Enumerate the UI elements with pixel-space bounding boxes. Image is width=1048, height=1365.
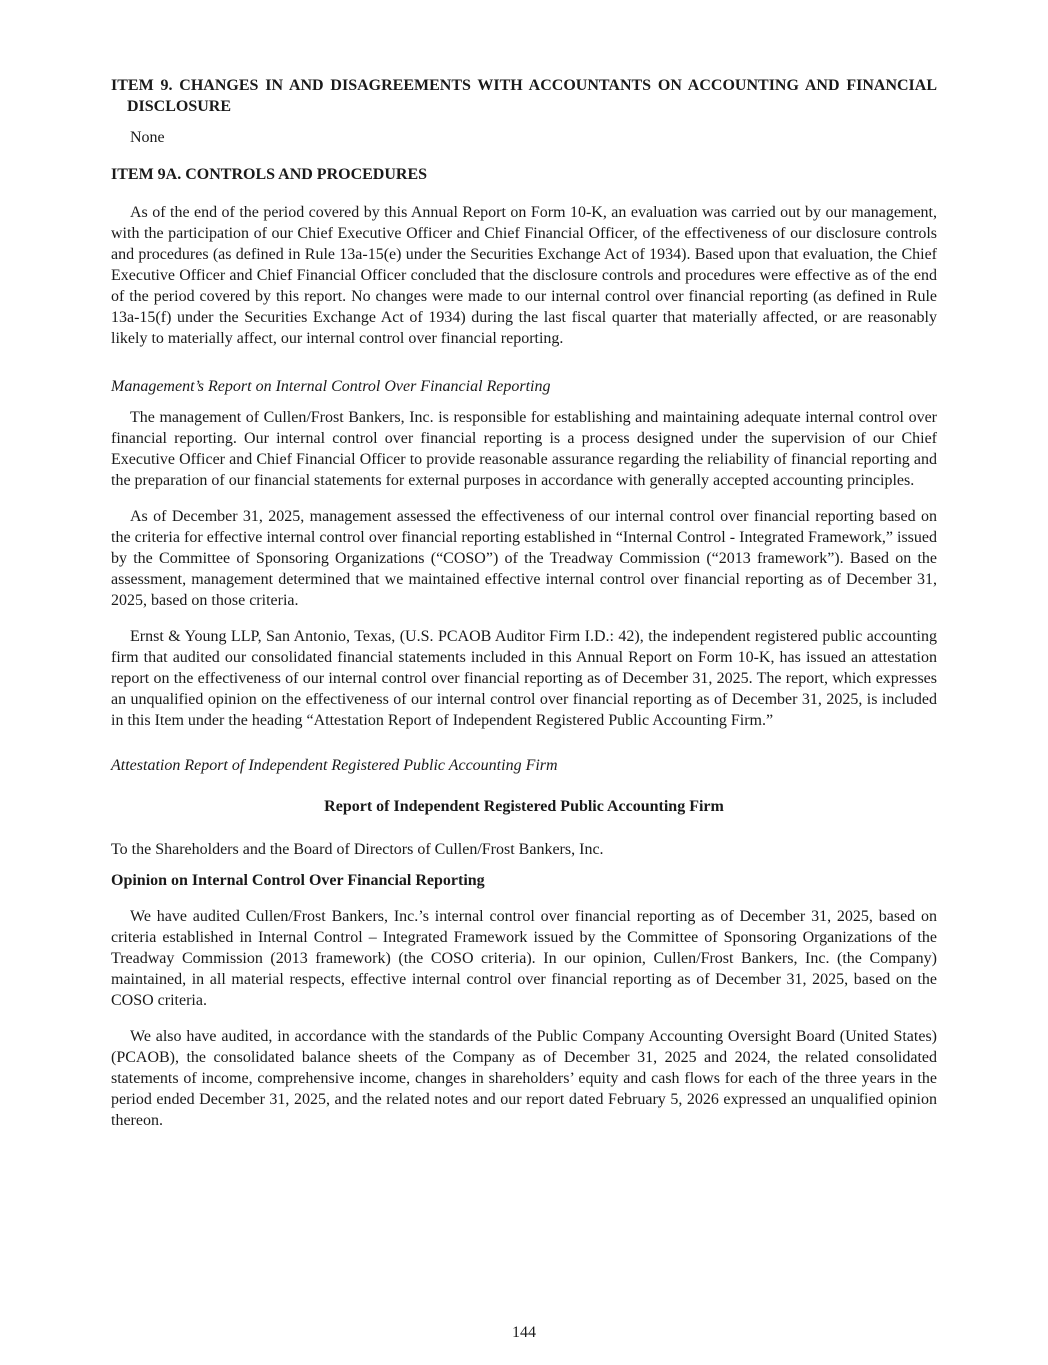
attestation-heading: Attestation Report of Independent Registered Public Accounting Firm [111, 757, 558, 774]
report-addressee: To the Shareholders and the Board of Directors of Cullen/Frost Bankers, Inc. [111, 841, 604, 858]
document-page [111, 75, 937, 1131]
report-title: Report of Independent Registered Public Accounting Firm [324, 798, 724, 815]
opinion-paragraph-2: We also have audited, in accordance with the standards of the Public Company Accounting Oversight Board (United States) (PCAOB), the consolidated balance sheets of the Company as of December 31, 2025 and 2024, the related consolidated statements of income, comprehensive income, changes in shareholders’ equity and cash flows for each of the three years in the period ended December 31, 2025, and the related notes and our report dated February 5, 2026 expressed an unqualified opinion thereon. [111, 1028, 937, 1129]
opinion-heading: Opinion on Internal Control Over Financial Reporting [111, 872, 485, 889]
opinion-paragraph-1: We have audited Cullen/Frost Bankers, Inc.’s internal control over financial reporting as of December 31, 2025, based on criteria established in Internal Control – Integrated Framework issued by the Committee of Sponsoring Organizations of the Treadway Commission (2013 framework) (the COSO criteria). In our opinion, Cullen/Frost Bankers, Inc. (the Company) maintained, in all material respects, effective internal control over financial reporting as of December 31, 2025, based on the COSO criteria. [111, 908, 937, 1009]
item-9-body: None [130, 129, 165, 146]
management-report-paragraph-3: Ernst & Young LLP, San Antonio, Texas, (U.S. PCAOB Auditor Firm I.D.: 42), the independent registered public accounting firm that audited our consolidated financial statements included in this Annual Report on Form 10-K, has issued an attestation report on the effectiveness of our internal control over financial reporting as of December 31, 2025. The report, which expresses an unqualified opinion on the effectiveness of our internal control over financial reporting as of December 31, 2025, is included in this Item under the heading “Attestation Report of Independent Registered Public Accounting Firm.” [111, 628, 937, 729]
management-report-paragraph-1: The management of Cullen/Frost Bankers, Inc. is responsible for establishing and maintaining adequate internal control over financial reporting. Our internal control over financial reporting is a process designed under the supervision of our Chief Executive Officer and Chief Financial Officer to provide reasonable assurance regarding the reliability of financial reporting and the preparation of our financial statements for external purposes in accordance with generally accepted accounting principles. [111, 409, 937, 489]
item-9-heading: ITEM 9. CHANGES IN AND DISAGREEMENTS WITH ACCOUNTANTS ON ACCOUNTING AND FINANCIAL DISCLOSURE [111, 77, 937, 115]
management-report-heading: Management’s Report on Internal Control Over Financial Reporting [111, 378, 551, 395]
item-9a-paragraph: As of the end of the period covered by this Annual Report on Form 10-K, an evaluation was carried out by our management, with the participation of our Chief Executive Officer and Chief Financial Officer, of the effectiveness of our disclosure controls and procedures (as defined in Rule 13a-15(e) under the Securities Exchange Act of 1934). Based upon that evaluation, the Chief Executive Officer and Chief Financial Officer concluded that the disclosure controls and procedures were effective as of the end of the period covered by this report. No changes were made to our internal control over financial reporting (as defined in Rule 13a-15(f) under the Securities Exchange Act of 1934) during the last fiscal quarter that materially affected, or are reasonably likely to materially affect, our internal control over financial reporting. [111, 204, 937, 347]
management-report-paragraph-2: As of December 31, 2025, management assessed the effectiveness of our internal control over financial reporting based on the criteria for effective internal control over financial reporting established in “Internal Control - Integrated Framework,” issued by the Committee of Sponsoring Organizations (“COSO”) of the Treadway Commission (“2013 framework”). Based on the assessment, management determined that we maintained effective internal control over financial reporting as of December 31, 2025, based on those criteria. [111, 508, 937, 609]
item-9a-heading: ITEM 9A. CONTROLS AND PROCEDURES [111, 166, 428, 183]
page-number: 144 [512, 1324, 536, 1341]
